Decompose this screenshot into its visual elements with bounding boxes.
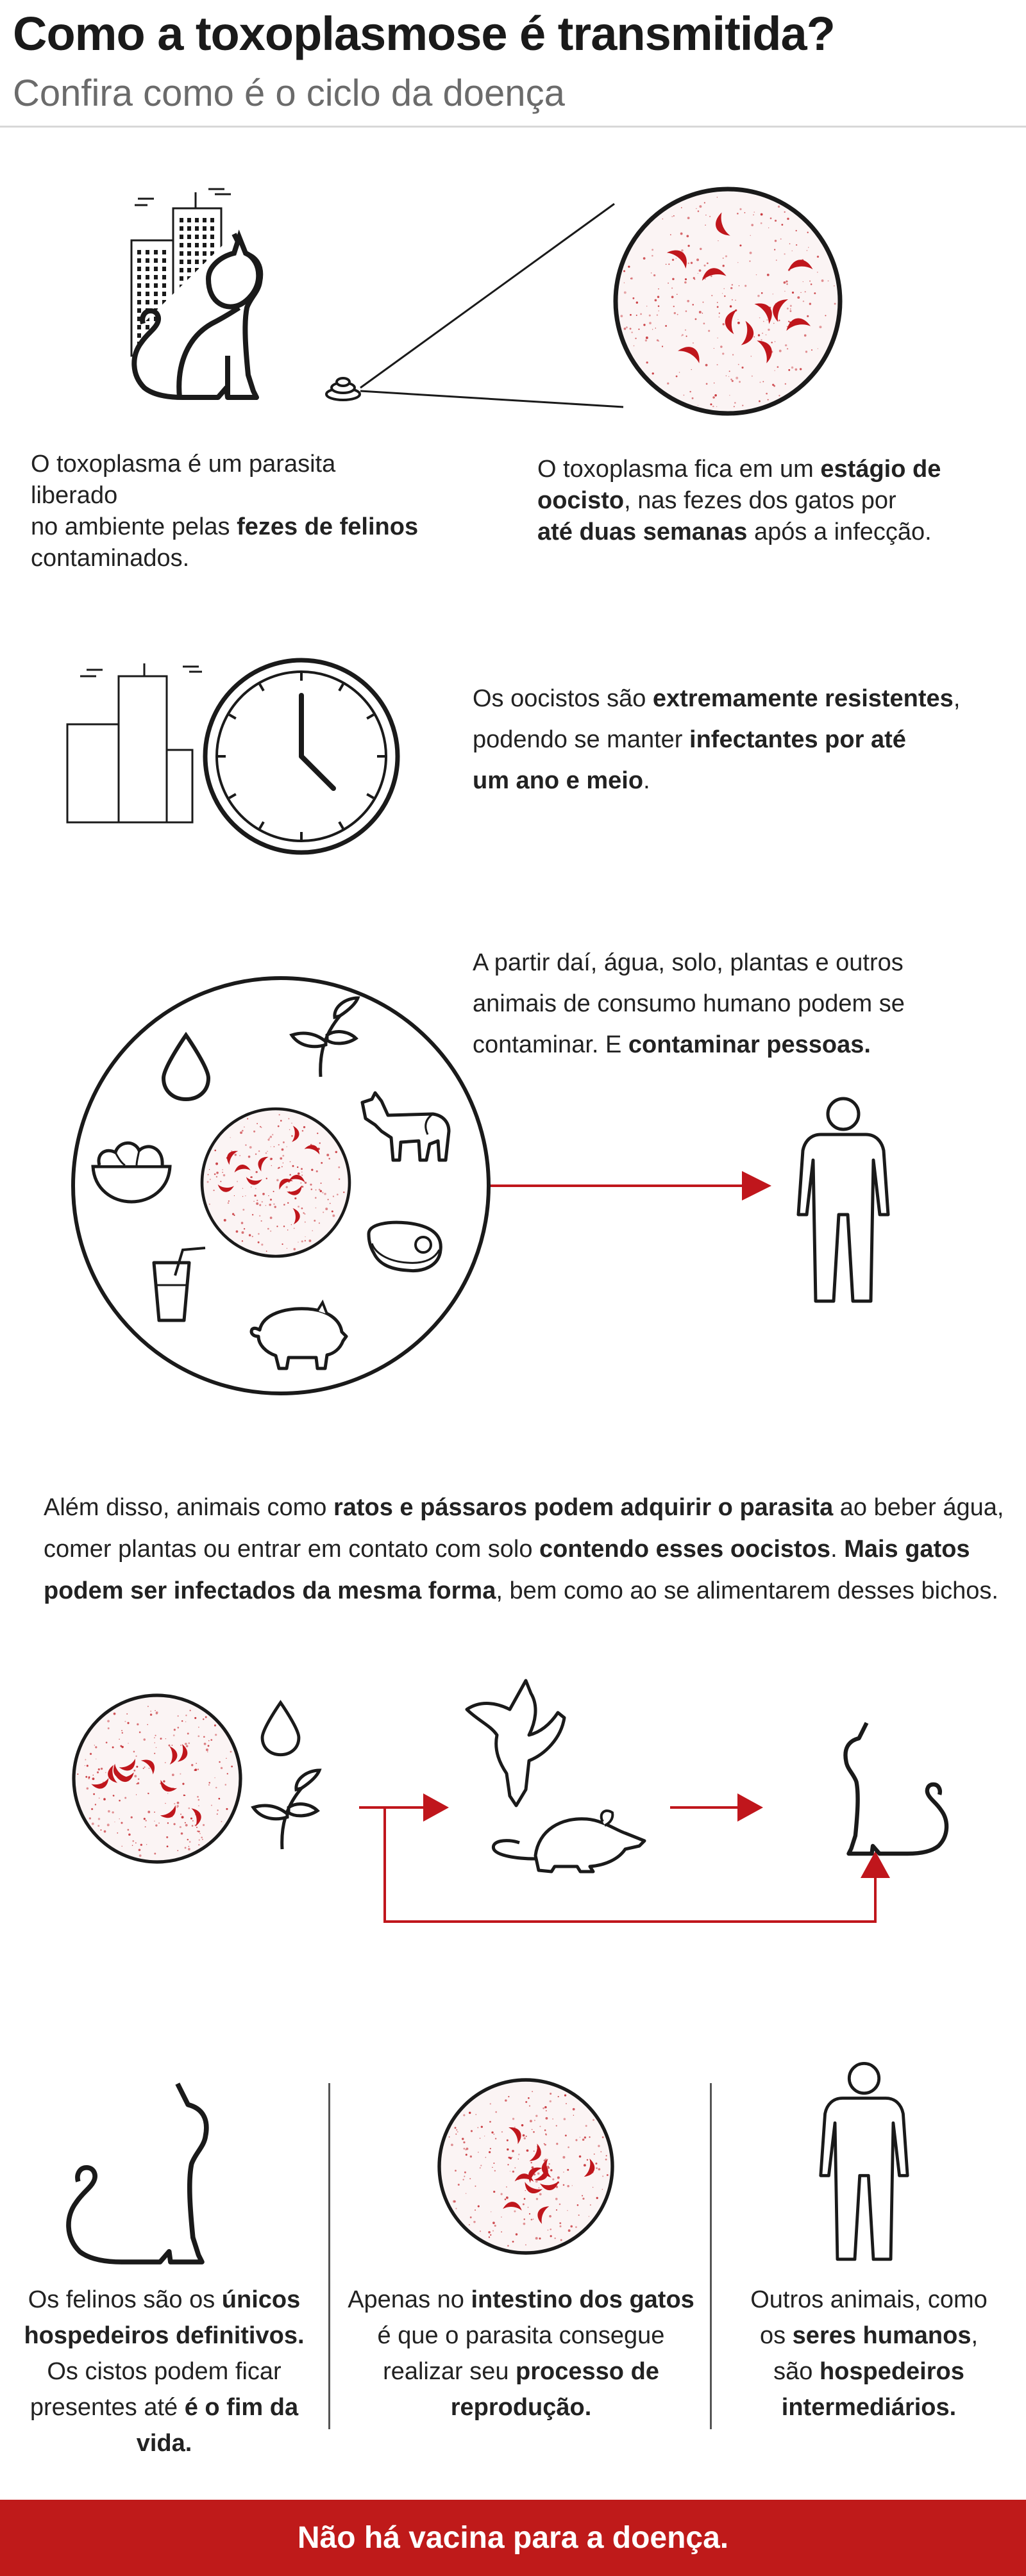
column3-text: Outros animais, como os seres humanos, são hospedeiros intermediários. xyxy=(750,2286,988,2421)
arrow-icon xyxy=(491,1170,773,1202)
parasite-circle-icon xyxy=(609,183,846,420)
parasite-circle-icon xyxy=(436,2077,616,2256)
footer-banner xyxy=(0,2500,1026,2576)
section1-right-text: O toxoplasma fica em um estágio de oocisto, nas fezes dos gatos por até duas semanas após a infecção. xyxy=(537,456,941,545)
plant-icon xyxy=(250,1769,321,1852)
person-icon xyxy=(818,2057,911,2269)
bird-icon xyxy=(462,1674,571,1809)
column2-text: Apenas no intestino dos gatos é que o parasita consegue realizar seu processo de reprodução. xyxy=(348,2286,694,2421)
plant-icon xyxy=(289,997,359,1080)
cat-icon xyxy=(131,228,311,404)
zoom-lines xyxy=(359,199,628,410)
column1-text: Os felinos são os únicos hospedeiros definitivos. Os cistos podem ficar presentes até é o fim da vida. xyxy=(24,2286,305,2457)
cow-icon xyxy=(356,1090,452,1167)
page-subtitle: Confira como é o ciclo da doença xyxy=(13,72,565,114)
parasite-circle-icon xyxy=(71,1692,244,1865)
city-icon xyxy=(64,660,218,824)
header-divider xyxy=(0,126,1026,128)
column-divider xyxy=(328,2083,330,2429)
salad-icon xyxy=(87,1134,176,1205)
meat-icon xyxy=(362,1218,446,1276)
person-icon xyxy=(795,1096,891,1308)
cat-icon xyxy=(64,2077,263,2269)
section4-text: Além disso, animais como ratos e pássaros podem adquirir o parasita ao beber água, comer plantas ou entrar em contato com solo contendo esses oocistos. Mais gatos podem ser infectados da mesma forma, bem como ao se alimentarem desses bichos. xyxy=(44,1494,1004,1604)
page-title: Como a toxoplasmose é transmitida? xyxy=(13,7,835,60)
water-drop-icon xyxy=(160,1032,212,1102)
section3-text: A partir daí, água, solo, plantas e outros animais de consumo humano podem se contaminar. E contaminar pessoas. xyxy=(473,949,905,1058)
cat-icon xyxy=(805,1718,949,1859)
section1-left-text: O toxoplasma é um parasita liberado no ambiente pelas fezes de felinos contaminados. xyxy=(31,451,419,572)
rat-icon xyxy=(491,1795,648,1875)
feces-icon xyxy=(324,375,362,401)
clock-icon xyxy=(202,657,401,856)
glass-icon xyxy=(151,1247,208,1324)
water-drop-icon xyxy=(260,1700,301,1757)
footer-text: Não há vacina para a doença. xyxy=(297,2521,729,2555)
parasite-circle-icon xyxy=(199,1106,353,1259)
pig-icon xyxy=(247,1301,349,1372)
section2-text: Os oocistos são extremamente resistentes, podendo se manter infectantes por até um ano e meio. xyxy=(473,685,961,794)
